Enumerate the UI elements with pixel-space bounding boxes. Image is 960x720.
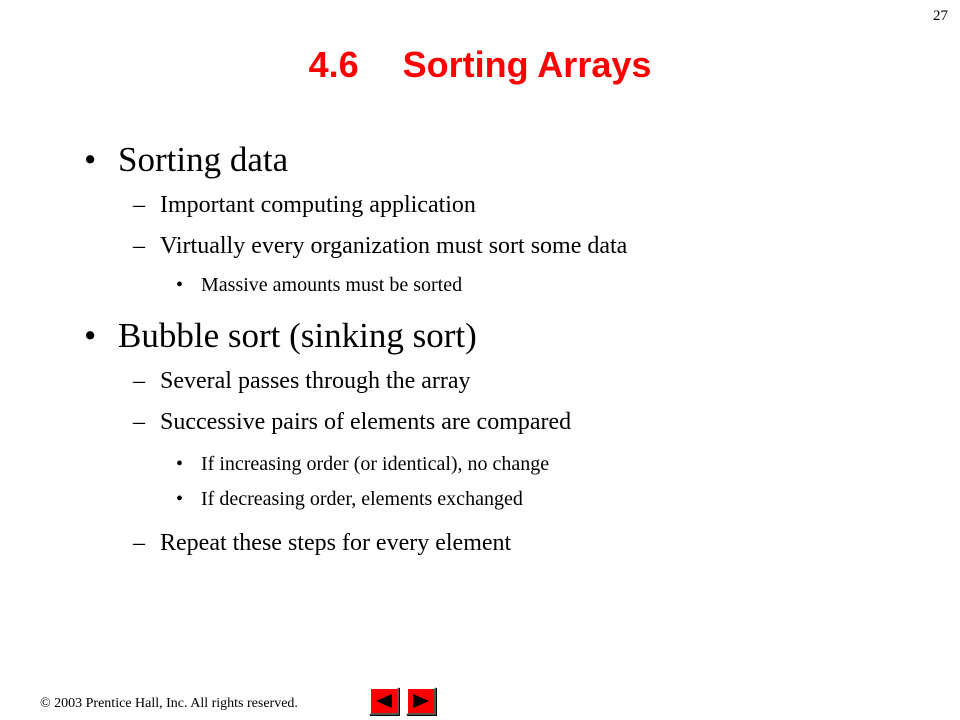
next-slide-button[interactable] bbox=[406, 687, 436, 715]
dash-text: Successive pairs of elements are compared bbox=[160, 409, 572, 435]
copyright-footer bbox=[40, 696, 298, 712]
page-number: 27 bbox=[933, 8, 948, 24]
sub-mark: • bbox=[176, 488, 184, 510]
sub-text: If decreasing order, elements exchanged bbox=[201, 488, 523, 510]
copyright-text: 2003 Prentice Hall, Inc. All rights reserved. bbox=[54, 696, 298, 711]
bullet-mark: • bbox=[84, 316, 97, 355]
previous-slide-button[interactable] bbox=[369, 687, 399, 715]
section-number: 4.6 bbox=[308, 44, 359, 85]
slide-title bbox=[0, 44, 960, 86]
dash-text: Virtually every organization must sort some data bbox=[160, 233, 628, 259]
dash-mark: – bbox=[133, 192, 145, 218]
sub-mark: • bbox=[176, 274, 184, 296]
triangle-right-icon bbox=[412, 694, 430, 708]
dash-mark: – bbox=[133, 409, 145, 435]
dash-text: Repeat these steps for every element bbox=[160, 530, 512, 556]
bullet-mark: • bbox=[84, 140, 97, 179]
copyright-symbol: © bbox=[40, 696, 51, 711]
section-title: Sorting Arrays bbox=[402, 44, 652, 85]
sub-text: If increasing order (or identical), no change bbox=[201, 453, 550, 475]
dash-text: Important computing application bbox=[160, 192, 476, 218]
bullet-text: Sorting data bbox=[118, 140, 289, 179]
sub-mark: • bbox=[176, 453, 184, 475]
dash-mark: – bbox=[133, 368, 145, 394]
sub-text: Massive amounts must be sorted bbox=[201, 274, 463, 296]
dash-text: Several passes through the array bbox=[160, 368, 471, 394]
dash-mark: – bbox=[133, 530, 145, 556]
dash-mark: – bbox=[133, 233, 145, 259]
bullet-text: Bubble sort (sinking sort) bbox=[118, 316, 477, 355]
triangle-left-icon bbox=[375, 694, 393, 708]
